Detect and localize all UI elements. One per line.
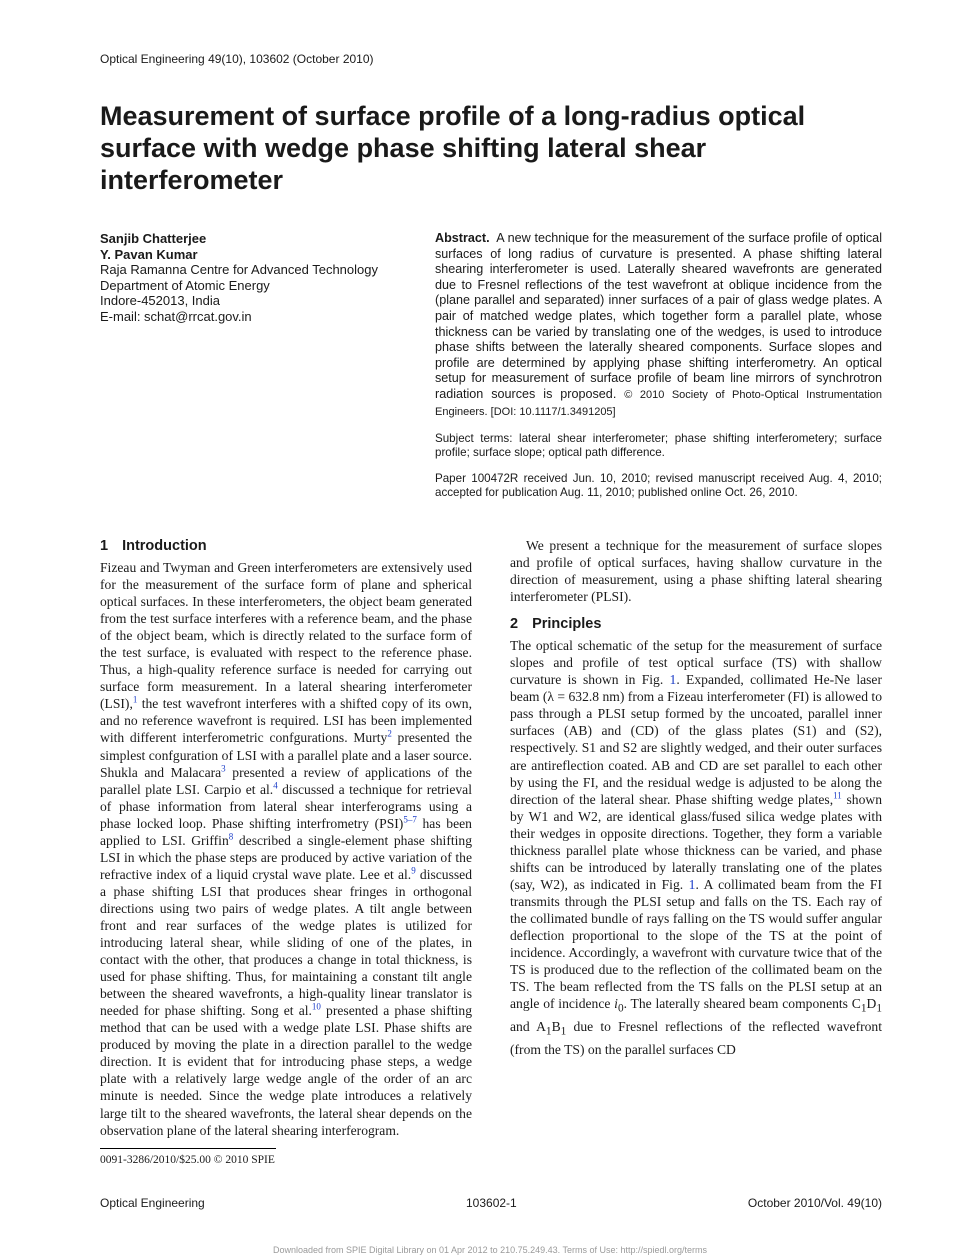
math-subscript: 1 — [876, 1002, 882, 1015]
subject-terms: Subject terms: lateral shear interferometer; phase shifting interferometery; surface profile; surface slope; optical path difference. — [435, 432, 882, 460]
abstract-block — [435, 231, 882, 500]
body-text: has been applied to LSI. Griffin — [100, 815, 472, 848]
right-column — [510, 537, 882, 1058]
citation-link[interactable]: 8 — [228, 831, 234, 842]
math-symbol: B — [551, 1018, 561, 1034]
citation-link[interactable]: 3 — [221, 763, 226, 774]
download-notice: Downloaded from SPIE Digital Library on 01 Apr 2012 to 210.75.249.43. Terms of Use: http://spiedl.org/terms — [272, 1245, 708, 1255]
section-heading — [510, 615, 882, 633]
body-text: presented the simplest confguration of LSI with a parallel plate and a laser source. Shukla and Malacara — [100, 730, 472, 780]
affiliation-line: Raja Ramanna Centre for Advanced Technology — [100, 262, 378, 278]
figure-link[interactable]: 1 — [669, 672, 677, 688]
section-number: 2 — [510, 616, 519, 633]
abstract — [435, 231, 882, 420]
body-paragraph — [100, 559, 472, 1139]
body-text: presented a review of applications of the parallel plate LSI. Carpio et al. — [100, 764, 472, 797]
abstract-copyright: © 2010 Society of Photo-Optical Instrumentation Engineers. [DOI: 10.1117/1.3491205] — [435, 388, 883, 418]
body-text: shown by W1 and W2, are identical glass/fused silica wedge plates with their wedges in opposite directions. Together, they form a variable thickness parallel plate whose thickness can be varied, and phase shifts can be introduced by laterally translating one of the plates (say, W2), as indicated in Fig. — [510, 791, 882, 892]
body-text: . Expanded, collimated He-Ne laser beam (λ = 632.8 nm) from a Fizeau interferometer (FI) is allowed to pass through a PLSI setup formed by the uncoated, parallel inner surfaces (AB) and (CD) of the glass plates (S1) and (S2), respectively. S1 and S2 are slightly wedged, and their outer surfaces are antireflection coated. AB and CD are set parallel to each other by using the FI, and the residual wedge is adjusted to be along the direction of the lateral shear. Phase shifting wedge plates, — [510, 672, 882, 807]
body-text: . The laterally sheared beam components — [623, 996, 852, 1012]
citation-link[interactable]: 5–7 — [403, 814, 417, 825]
citation-link[interactable]: 9 — [411, 865, 416, 876]
section-title: Principles — [532, 616, 602, 633]
section-number: 1 — [100, 538, 109, 554]
math-subscript: 1 — [560, 1025, 567, 1038]
citation-link[interactable]: 10 — [311, 1001, 321, 1012]
journal-header: Optical Engineering 49(10), 103602 (October 2010) — [100, 52, 374, 66]
footnote: 0091-3286/2010/$25.00 © 2010 SPIE — [100, 1154, 275, 1166]
body-text: due to Fresnel reflections of the reflected wavefront (from the TS) on the parallel surfaces CD — [510, 1018, 882, 1057]
author-name: Sanjib Chatterjee — [100, 231, 207, 246]
body-paragraph: We present a technique for the measurement of surface slopes and profile of optical surfaces, having shallow curvature in the direction of measurement, using a phase shifting lateral shearing interferometer (PLSI). — [510, 538, 882, 605]
footer-page-number: 103602-1 — [466, 1196, 517, 1210]
body-text: discussed a technique for retrieval of phase information from lateral shear interferograms using a phase locked loop. Phase shifting interfrometry (PSI) — [100, 781, 472, 831]
footer-issue: October 2010/Vol. 49(10) — [747, 1196, 882, 1210]
citation-link[interactable]: 2 — [387, 728, 392, 739]
paper-history: Paper 100472R received Jun. 10, 2010; revised manuscript received Aug. 4, 2010; accepted for publication Aug. 11, 2010; published online Oct. 26, 2010. — [435, 472, 882, 500]
section-heading — [100, 537, 472, 555]
math-subscript: 1 — [860, 1002, 867, 1015]
affiliation-line: Department of Atomic Energy — [100, 277, 270, 293]
footer-journal: Optical Engineering — [100, 1196, 205, 1210]
math-subscript: 0 — [617, 1002, 624, 1015]
left-column — [100, 537, 472, 1139]
footnote-divider — [100, 1148, 276, 1149]
affiliation-line: Indore-452013, India — [100, 293, 220, 309]
body-text: and — [510, 1018, 537, 1034]
citation-link[interactable]: 1 — [132, 694, 138, 705]
body-text: presented a phase shifting method that can be used with a wedge plate LSI. Phase shifts are produced by moving the plate in a direction parallel to the wedge direction. It is evident that for introducing phase steps, a wedge plate with a relatively large wedge angle of the order of an arc minute is needed. Since the wedge plate introduces a relatively large tilt to the sheared wavefronts, the lateral shear depends on the observation plane of the lateral shearing interferogram. — [100, 1003, 473, 1138]
abstract-text: A new technique for the measurement of the surface profile of optical surfaces of long radius of curvature is presented. A phase shifting lateral shearing interferometer is used. Laterally sheared wavefronts are generated due to Fresnel reflections of the test wavefront at oblique incidence from the (plane parallel and separated) inner surfaces of a pair of glass wedge plates. A pair of matched wedge plates, which together form a parallel plate, whose thickness can be varied by translating one of the wedges, is used to introduce phase shifts between the laterally sheared components. Surface slopes and profile are determined by applying phase shifting interferometry. An optical setup for measurement of surface profile of beam line mirrors of synchrotron radiation sources is proposed. — [435, 231, 882, 401]
math-symbol: D — [866, 996, 877, 1012]
author-name: Y. Pavan Kumar — [100, 246, 198, 262]
citation-link[interactable]: 4 — [273, 780, 278, 791]
body-text: the test wavefront interferes with a shifted copy of its own, and no reference wavefront is required. LSI has been implemented with different interferometric confgurations. Murty — [100, 696, 472, 746]
author-block — [100, 231, 420, 325]
author-email: E-mail: schat@rrcat.gov.in — [100, 308, 252, 324]
abstract-label: Abstract. — [435, 231, 490, 245]
paper-title: Measurement of surface profile of a long-radius optical surface with wedge phase shifting lateral shear interferometer — [100, 101, 806, 195]
body-text: Fizeau and Twyman and Green interferometers are extensively used for the measurement of the surface form of plane and spherical optical surfaces. In these interferometers, the object beam generated from the test surface interferes with a reference beam, and the phase of the object beam, which is directly related to the surface form of the test surface, is evaluated with respect to the reference phase. Thus, a high-quality reference surface is needed for carrying out surface form measurement. In a lateral shearing interferometer (LSI), — [100, 560, 472, 712]
body-text: discussed a phase shifting LSI that produces shear fringes in orthogonal directions using two pairs of wedge plates. A tilt angle between front and rear surfaces of the wedge plates is utilized for introducing lateral shear, while sliding of one of the plates, in contact with the other, that produces a change in total thickness, is used for phase shifting. Thus, for maintaining a constant tilt angle between the sheared wavefronts, a high-quality linear translator is needed for phase shifting. Song et al. — [100, 866, 472, 1019]
math-subscript: 1 — [545, 1025, 552, 1038]
section-title: Introduction — [122, 538, 207, 554]
citation-link[interactable]: 11 — [833, 790, 842, 801]
body-text: described a single-element phase shifting LSI in which the phase steps are produced by active variation of the refractive index of a liquid crystal wave plate. Lee et al. — [100, 832, 472, 882]
body-text: . A collimated beam from the FI transmits through the PLSI setup and falls on the TS. Each ray of the collimated bundle of rays falling on the TS would suffer angular deflection proportional to the slope of the TS at the point of incidence. Accordingly, a wavefront with curvature twice that of the TS is produced due to the reflection of the collimated beam on the TS. The beam reflected from the TS falls on the PLSI setup at an angle of incidence — [510, 876, 882, 1012]
math-symbol: C — [851, 996, 861, 1012]
math-symbol: A — [536, 1018, 546, 1034]
body-text: The optical schematic of the setup for the measurement of surface slopes and profile of test optical surface (TS) with shallow curvature is shown in Fig. — [510, 638, 882, 688]
body-paragraph — [510, 637, 882, 1058]
math-symbol: i — [614, 996, 618, 1012]
figure-link[interactable]: 1 — [688, 876, 696, 892]
